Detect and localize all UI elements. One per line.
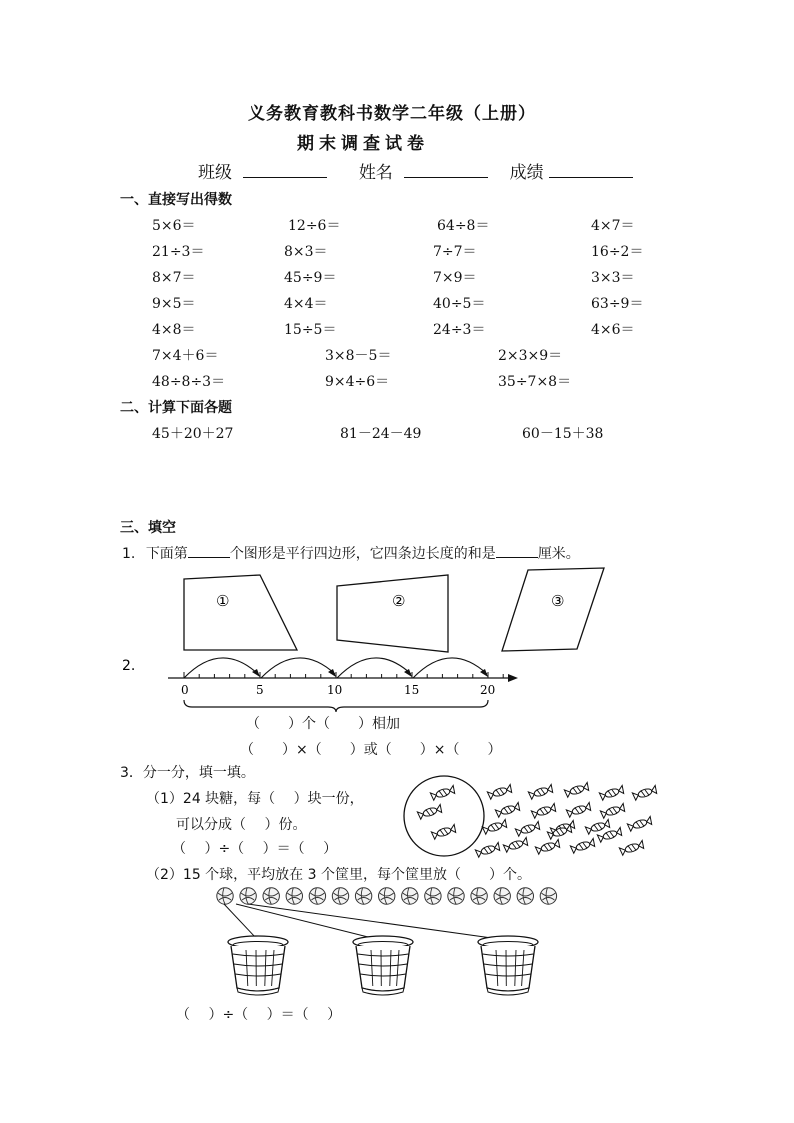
problem: 4×6＝ xyxy=(591,322,635,338)
problem: 12÷6＝ xyxy=(288,218,341,234)
basket-icon xyxy=(353,936,413,995)
problem: 21÷3＝ xyxy=(152,244,205,260)
problem: 7×4＋6＝ xyxy=(152,348,219,364)
candy-icon xyxy=(619,840,644,855)
candy-icon xyxy=(632,785,657,800)
connector-line xyxy=(224,904,256,938)
problem: 9×5＝ xyxy=(152,296,196,312)
section2-heading: 二、计算下面各题 xyxy=(120,400,232,416)
q2-line2: （ ）×（ ）或（ ）×（ ） xyxy=(240,742,502,758)
candy-icon xyxy=(417,804,442,819)
section1-heading: 一、直接写出得数 xyxy=(120,192,232,208)
problem: 40÷5＝ xyxy=(433,296,486,312)
ball-icon xyxy=(240,888,256,904)
problem: 7×9＝ xyxy=(433,270,477,286)
q3-part1-c: （ ）÷（ ）＝（ ） xyxy=(172,841,338,857)
candy-icon xyxy=(515,821,540,836)
problem: 3×8－5＝ xyxy=(325,348,392,364)
q3-part1-b: 可以分成（ ）份。 xyxy=(176,817,307,833)
shape-label-2: ② xyxy=(392,592,406,610)
jump-arrowhead xyxy=(480,669,488,677)
basket-icon xyxy=(228,936,288,995)
ball-icon xyxy=(379,888,395,904)
problem: 63÷9＝ xyxy=(591,296,644,312)
exam-subtitle: 期末调查试卷 xyxy=(297,134,429,154)
q1-text-b: 个图形是平行四边形，它四条边长度的和是 xyxy=(229,546,496,562)
calc-problem: 81－24－49 xyxy=(340,426,422,442)
calc-problem: 60－15＋38 xyxy=(522,426,604,442)
connector-line xyxy=(248,904,506,940)
problem: 24÷3＝ xyxy=(433,322,486,338)
ball-icon xyxy=(332,888,348,904)
ball-icon xyxy=(355,888,371,904)
q3-title: 3．分一分，填一填。 xyxy=(120,765,255,781)
q2-line1: （ ）个（ ）相加 xyxy=(246,716,400,732)
exam-title: 义务教育教科书数学二年级（上册） xyxy=(248,104,536,124)
q1-number: 1. xyxy=(122,546,136,562)
problem: 9×4÷6＝ xyxy=(325,374,390,390)
shape-label-3: ③ xyxy=(551,592,565,610)
q3-part1-a: （1）24 块糖，每（ ）块一份， xyxy=(146,791,364,807)
ball-icon xyxy=(402,888,418,904)
ball-icon xyxy=(471,888,487,904)
q3-part2-equation: （ ）÷（ ）＝（ ） xyxy=(176,1007,342,1023)
brace xyxy=(184,700,488,712)
candy-group-circle xyxy=(404,776,484,856)
ball-icon xyxy=(217,888,233,904)
candy-icon xyxy=(600,803,625,818)
section3-heading: 三、填空 xyxy=(120,520,176,536)
problem: 5×6＝ xyxy=(152,218,196,234)
ball-icon xyxy=(286,888,302,904)
jump-arc xyxy=(184,658,258,678)
candy-icon xyxy=(431,824,456,839)
calc-problem: 45＋20＋27 xyxy=(152,426,234,442)
jump-arrowhead xyxy=(328,669,336,677)
ball-icon xyxy=(494,888,510,904)
shape-trapezoid xyxy=(184,575,297,650)
problem: 15÷5＝ xyxy=(284,322,337,338)
ball-icon xyxy=(448,888,464,904)
class-label: 班级 xyxy=(198,163,232,183)
problem: 8×3＝ xyxy=(284,244,328,260)
candy-icon xyxy=(535,839,560,854)
ball-icon xyxy=(517,888,533,904)
shape-quadrilateral xyxy=(337,575,448,652)
ball-icon xyxy=(263,888,279,904)
number-line-arrow xyxy=(508,674,518,682)
q3-part2: （2）15 个球，平均放在 3 个筐里，每个筐里放（ ）个。 xyxy=(146,867,531,883)
score-label: 成绩 xyxy=(509,163,544,183)
candy-icon xyxy=(495,802,520,817)
jump-arc xyxy=(413,658,487,678)
problem: 4×8＝ xyxy=(152,322,196,338)
ball-icon xyxy=(425,888,441,904)
candy-icon xyxy=(482,819,507,834)
candy-icon xyxy=(503,837,528,852)
balls xyxy=(217,888,557,904)
candy-icon xyxy=(564,782,589,797)
problem: 2×3×9＝ xyxy=(498,348,563,364)
candy-icon xyxy=(430,785,455,800)
q2-number: 2. xyxy=(122,658,136,674)
number-line-ticks xyxy=(184,672,503,678)
tick-label-20: 20 xyxy=(480,683,496,697)
q1-text-a: 下面第 xyxy=(145,546,188,562)
jump-arc xyxy=(337,658,411,678)
name-label: 姓名 xyxy=(358,163,393,183)
tick-label-15: 15 xyxy=(404,683,420,697)
problem: 45÷9＝ xyxy=(284,270,337,286)
candy-icon xyxy=(627,816,652,831)
tick-label-10: 10 xyxy=(327,683,343,697)
baskets xyxy=(228,936,538,995)
ball-icon xyxy=(540,888,556,904)
problem: 3×3＝ xyxy=(591,270,635,286)
problem: 16÷2＝ xyxy=(591,244,644,260)
ball-icon xyxy=(309,888,325,904)
problem: 64÷8＝ xyxy=(437,218,490,234)
q1-text-c: 厘米。 xyxy=(537,546,580,562)
connector-line xyxy=(236,904,380,940)
candy-icon xyxy=(570,838,595,853)
jump-arc xyxy=(261,658,335,678)
candy-icon xyxy=(566,802,591,817)
problem: 35÷7×8＝ xyxy=(498,374,572,390)
jump-arrowhead xyxy=(404,669,412,677)
problem: 7÷7＝ xyxy=(433,244,477,260)
problem: 8×7＝ xyxy=(152,270,196,286)
basket-icon xyxy=(478,936,538,995)
tick-label-0: 0 xyxy=(181,683,189,697)
candy-icon xyxy=(531,803,556,818)
problem: 48÷8÷3＝ xyxy=(152,374,226,390)
candy-icon xyxy=(487,784,512,799)
candy-icon xyxy=(475,842,500,857)
problem: 4×7＝ xyxy=(591,218,635,234)
shape-label-1: ① xyxy=(216,592,230,610)
candy-icon xyxy=(528,784,553,799)
candy-icon xyxy=(599,785,624,800)
candies xyxy=(417,782,657,857)
problem: 4×4＝ xyxy=(284,296,328,312)
tick-label-5: 5 xyxy=(256,683,264,697)
